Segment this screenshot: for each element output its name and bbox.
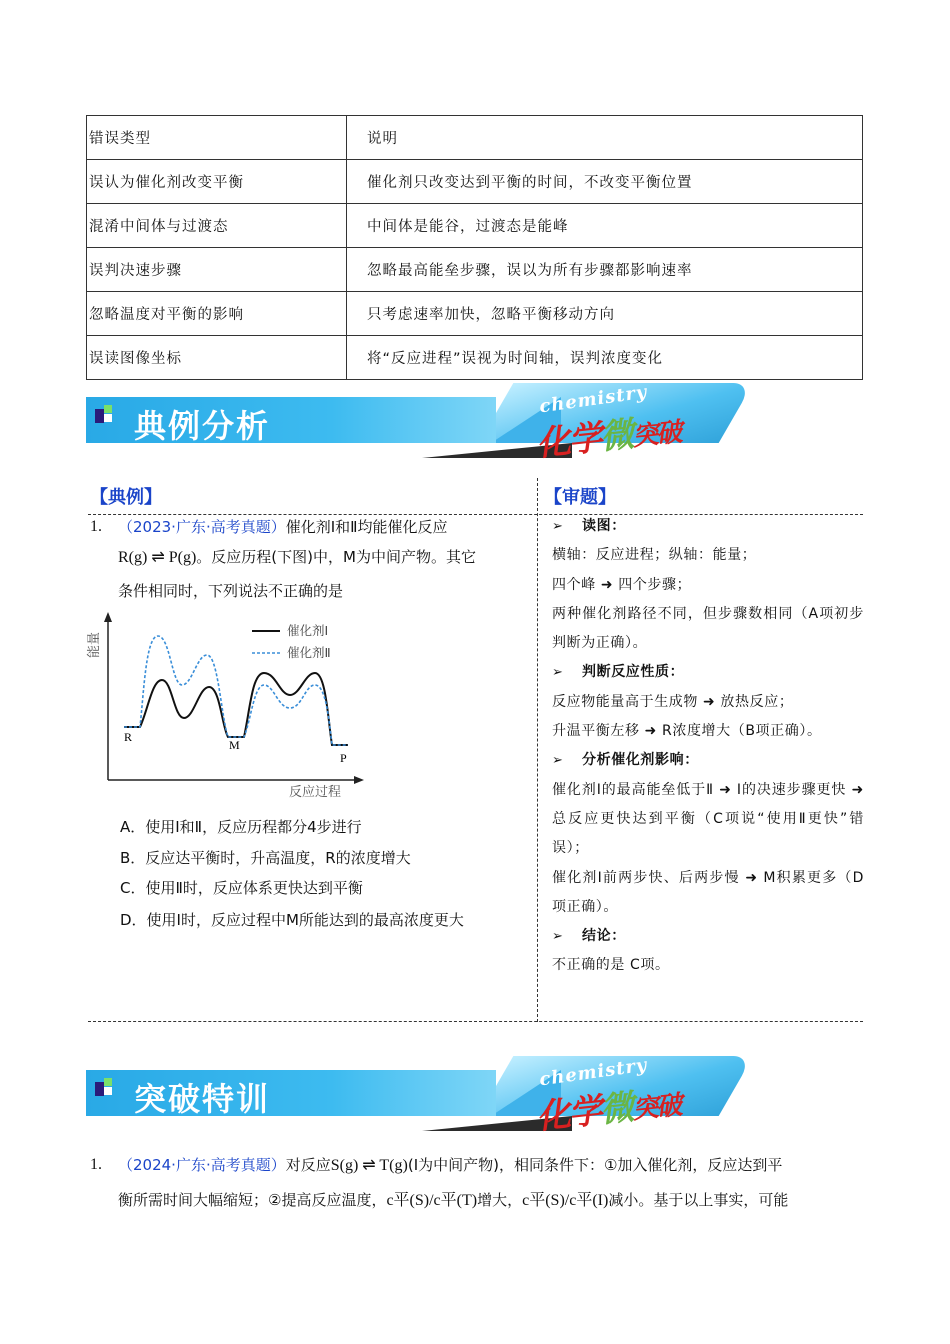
table-row <box>87 336 863 380</box>
divider <box>88 1021 863 1022</box>
y-axis-label: 能量 <box>87 631 102 658</box>
option-c: C．使用Ⅱ时，反应体系更快达到平衡 <box>120 879 363 897</box>
question-text: 催化剂Ⅰ和Ⅱ均能催化反应 <box>285 518 448 536</box>
label-P: P <box>340 751 347 765</box>
table-cell: 忽略最高能垒步骤，误以为所有步骤都影响速率 <box>347 248 863 292</box>
analysis-subheading <box>552 512 864 541</box>
practice-text: 对反应 <box>285 1156 331 1174</box>
analysis-column <box>552 512 864 981</box>
arrow-bullet-icon: ➢ <box>552 665 564 681</box>
practice-equation: S(g) ⇌ T(g) <box>330 1157 408 1174</box>
banner-square-icon <box>95 409 104 423</box>
table-cell: 误判决速步骤 <box>87 248 347 292</box>
logo-part: 化学 <box>534 1090 603 1138</box>
example-heading: 【典例】 <box>90 487 162 508</box>
column-divider <box>537 478 538 1022</box>
banner-title: 突破特训 <box>134 1080 271 1118</box>
legend-label-1: 催化剂Ⅰ <box>287 623 329 638</box>
practice-line <box>118 1184 863 1217</box>
arrow-bullet-icon: ➢ <box>552 753 564 769</box>
question-text: 。反应历程(下图)中，M为中间产物。其它 <box>196 548 476 566</box>
analysis-subheading <box>552 922 864 951</box>
x-axis-label: 反应过程 <box>289 785 342 800</box>
analysis-line: 催化剂Ⅰ的最高能垒低于Ⅱ ➜ Ⅰ的决速步骤更快 ➜ 总反应更快达到平衡（C项说“使用Ⅱ更快”错误）； <box>552 781 864 857</box>
table-cell: 混淆中间体与过渡态 <box>87 204 347 248</box>
logo-part: 化学 <box>534 417 603 465</box>
banner-square-icon <box>95 1082 104 1096</box>
logo-part: 突破 <box>630 417 682 453</box>
subheading-text: 读图： <box>582 518 626 534</box>
practice-ratio: c平(S)/c平(T) <box>386 1192 478 1209</box>
practice-line <box>118 1149 863 1182</box>
practice-text: (I为中间产物)，相同条件下：①加入催化剂，反应达到平 <box>407 1156 783 1174</box>
logo-part: 微 <box>598 1087 635 1131</box>
banner-title: 典例分析 <box>134 407 271 445</box>
banner-square-icon <box>104 1078 112 1086</box>
table-row <box>87 116 863 160</box>
table-row <box>87 292 863 336</box>
banner-chemistry-text: chemistry <box>538 1054 649 1091</box>
table-cell: 误认为催化剂改变平衡 <box>87 160 347 204</box>
table-cell: 忽略温度对平衡的影响 <box>87 292 347 336</box>
question-line: 条件相同时，下列说法不正确的是 <box>118 582 344 600</box>
question-line <box>118 542 476 573</box>
analysis-line: 横轴：反应进程；纵轴：能量； <box>552 547 757 564</box>
arrow-bullet-icon: ➢ <box>552 929 564 945</box>
option-b: B．反应达平衡时，升高温度，R的浓度增大 <box>120 849 411 867</box>
question-line <box>118 512 448 542</box>
analysis-line: 不正确的是 C项。 <box>552 957 670 974</box>
analysis-line: 四个峰 ➜ 四个步骤； <box>552 576 692 593</box>
table-row <box>87 204 863 248</box>
section-banner-example <box>86 381 766 467</box>
practice-ratio: c平(S)/c平(I) <box>522 1192 609 1209</box>
analysis-heading: 【审题】 <box>544 487 616 508</box>
table-cell: 催化剂只改变达到平衡的时间，不改变平衡位置 <box>347 160 863 204</box>
practice-source: （2024·广东·高考真题） <box>118 1156 286 1174</box>
table-cell: 将“反应进程”误视为时间轴，误判浓度变化 <box>347 336 863 380</box>
error-type-table <box>86 115 863 380</box>
analysis-line: 升温平衡左移 ➜ R浓度增大（B项正确）。 <box>552 723 822 740</box>
analysis-subheading <box>552 746 864 775</box>
legend-label-2: 催化剂Ⅱ <box>287 645 331 660</box>
option-d: D．使用Ⅰ时，反应过程中M所能达到的最高浓度更大 <box>120 911 464 929</box>
table-cell: 误读图像坐标 <box>87 336 347 380</box>
y-axis-arrow <box>104 612 112 622</box>
banner-square-icon <box>104 405 112 413</box>
table-cell: 只考虑速率加快，忽略平衡移动方向 <box>347 292 863 336</box>
question-source: （2023·广东·高考真题） <box>118 518 286 536</box>
practice-text: 增大， <box>477 1191 523 1209</box>
subheading-text: 结论： <box>582 928 626 945</box>
reaction-equation: R(g) ⇌ P(g) <box>118 549 197 566</box>
label-R: R <box>124 730 133 744</box>
banner-chemistry-text: chemistry <box>538 381 649 418</box>
x-axis-arrow <box>354 776 364 784</box>
section-banner-practice <box>86 1054 766 1140</box>
curve-catalyst-1 <box>124 673 348 745</box>
banner-square-icon <box>104 1087 112 1095</box>
analysis-line: 反应物能量高于生成物 ➜ 放热反应； <box>552 693 794 710</box>
analysis-line: 催化剂Ⅰ前两步快、后两步慢 ➜ M积累更多（D项正确）。 <box>552 869 864 915</box>
logo-part: 突破 <box>630 1090 682 1126</box>
subheading-text: 分析催化剂影响： <box>582 752 699 769</box>
table-cell: 说明 <box>347 116 863 160</box>
arrow-bullet-icon: ➢ <box>552 519 564 534</box>
label-M: M <box>229 738 240 752</box>
table-cell: 中间体是能谷，过渡态是能峰 <box>347 204 863 248</box>
analysis-subheading <box>552 658 864 687</box>
question-number: 1. <box>90 518 102 535</box>
subheading-text: 判断反应性质： <box>582 664 685 681</box>
banner-square-icon <box>104 414 112 422</box>
analysis-line: 两种催化剂路径不同，但步骤数相同（A项初步判断为正确）。 <box>552 605 864 652</box>
option-a: A．使用Ⅰ和Ⅱ，反应历程都分4步进行 <box>120 818 362 836</box>
logo-part: 微 <box>598 414 635 458</box>
table-row <box>87 248 863 292</box>
practice-number: 1. <box>90 1156 102 1173</box>
table-cell: 错误类型 <box>87 116 347 160</box>
practice-text: 衡所需时间大幅缩短；②提高反应温度， <box>118 1191 387 1209</box>
practice-text: 减小。基于以上事实，可能 <box>608 1191 789 1209</box>
energy-profile-diagram <box>84 610 374 805</box>
table-row <box>87 160 863 204</box>
